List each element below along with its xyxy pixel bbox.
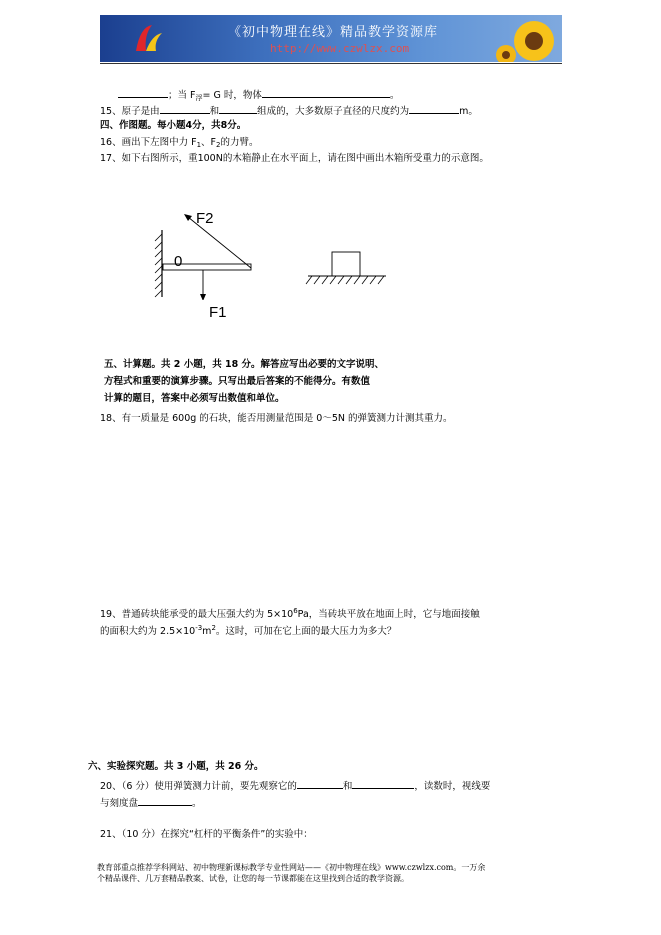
blank[interactable] <box>138 795 192 806</box>
question-16: 16、画出下左图中力 $F_1$、$F_2$的力臂。 <box>100 137 259 149</box>
blank[interactable] <box>409 103 459 114</box>
blank[interactable] <box>297 778 343 789</box>
blank[interactable] <box>118 87 168 98</box>
blank[interactable] <box>219 103 257 114</box>
question-18: 18、有一质量是 600g 的石块，能否用测量范围是 0～5N 的弹簧测力计测其重力。 <box>100 413 453 424</box>
question-20-line2: 与刻度盘 。 <box>100 795 202 810</box>
force-f2-label: F2 <box>196 210 214 227</box>
header-title: 《初中物理在线》精品教学资源库 <box>228 25 439 40</box>
header-banner <box>100 15 562 62</box>
section-5-heading-line3: 计算的题目，答案中必须写出数值和单位。 <box>104 393 285 404</box>
force-f1-label: F1 <box>209 304 227 321</box>
question-19-line2: 的面积大约为 $2.5\times 10^{-3}m^2$。这时，可加在它上面的最大压力为多大？ <box>100 624 397 637</box>
section-6-heading: 六、实验探究题。共 3 小题，共 26 分。 <box>88 761 264 772</box>
question-21: 21、（10 分）在探究“杠杆的平衡条件”的实验中： <box>100 829 313 840</box>
box-on-ground-diagram <box>300 248 390 288</box>
question-20-line1: 20、（6 分）使用弹簧测力计前，要先观察它的 和 ，读数时，视线要 <box>100 778 490 793</box>
header-url[interactable]: http://www.czwlzx.com <box>270 42 410 55</box>
footer-line-1: 教育部重点推荐学科网站、初中物理新课标教学专业性网站——《初中物理在线》www.czwlzx.com。一万余 <box>97 863 486 872</box>
site-logo-icon <box>130 21 166 57</box>
section-5-heading-line1: 五、计算题。共 2 小题，共 18 分。解答应写出必要的文字说明、 <box>104 359 385 370</box>
question-19-line1: 19、普通砖块能承受的最大压强大约为 $5\times 10^6Pa$，当砖块平放在地面上时，它与地面接触 <box>100 607 480 620</box>
question-15: 15、原子是由 和 组成的，大多数原子直径的尺度约为 m。 <box>100 103 478 118</box>
question-14-tail: ；当 $F_浮= G$ 时，物体 。 <box>118 87 399 104</box>
pivot-o-label: 0 <box>174 253 183 270</box>
blank[interactable] <box>160 103 210 114</box>
page-footer <box>97 862 567 884</box>
sunflower-icon <box>492 15 562 62</box>
question-17: 17、如下右图所示，重100N的木箱静止在水平面上，请在图中画出木箱所受重力的示意图。 <box>100 153 489 164</box>
footer-line-2: 个精品课件、几万套精品教案、试卷，让您的每一节课都能在这里找到合适的教学资源。 <box>97 874 409 883</box>
header-rule <box>100 63 562 64</box>
blank[interactable] <box>352 778 414 789</box>
blank[interactable] <box>262 87 390 98</box>
section-5-heading-line2: 方程式和重要的演算步骤。只写出最后答案的不能得分。有数值 <box>104 376 371 387</box>
section-4-heading: 四、作图题。每小题4分，共8分。 <box>100 120 247 131</box>
